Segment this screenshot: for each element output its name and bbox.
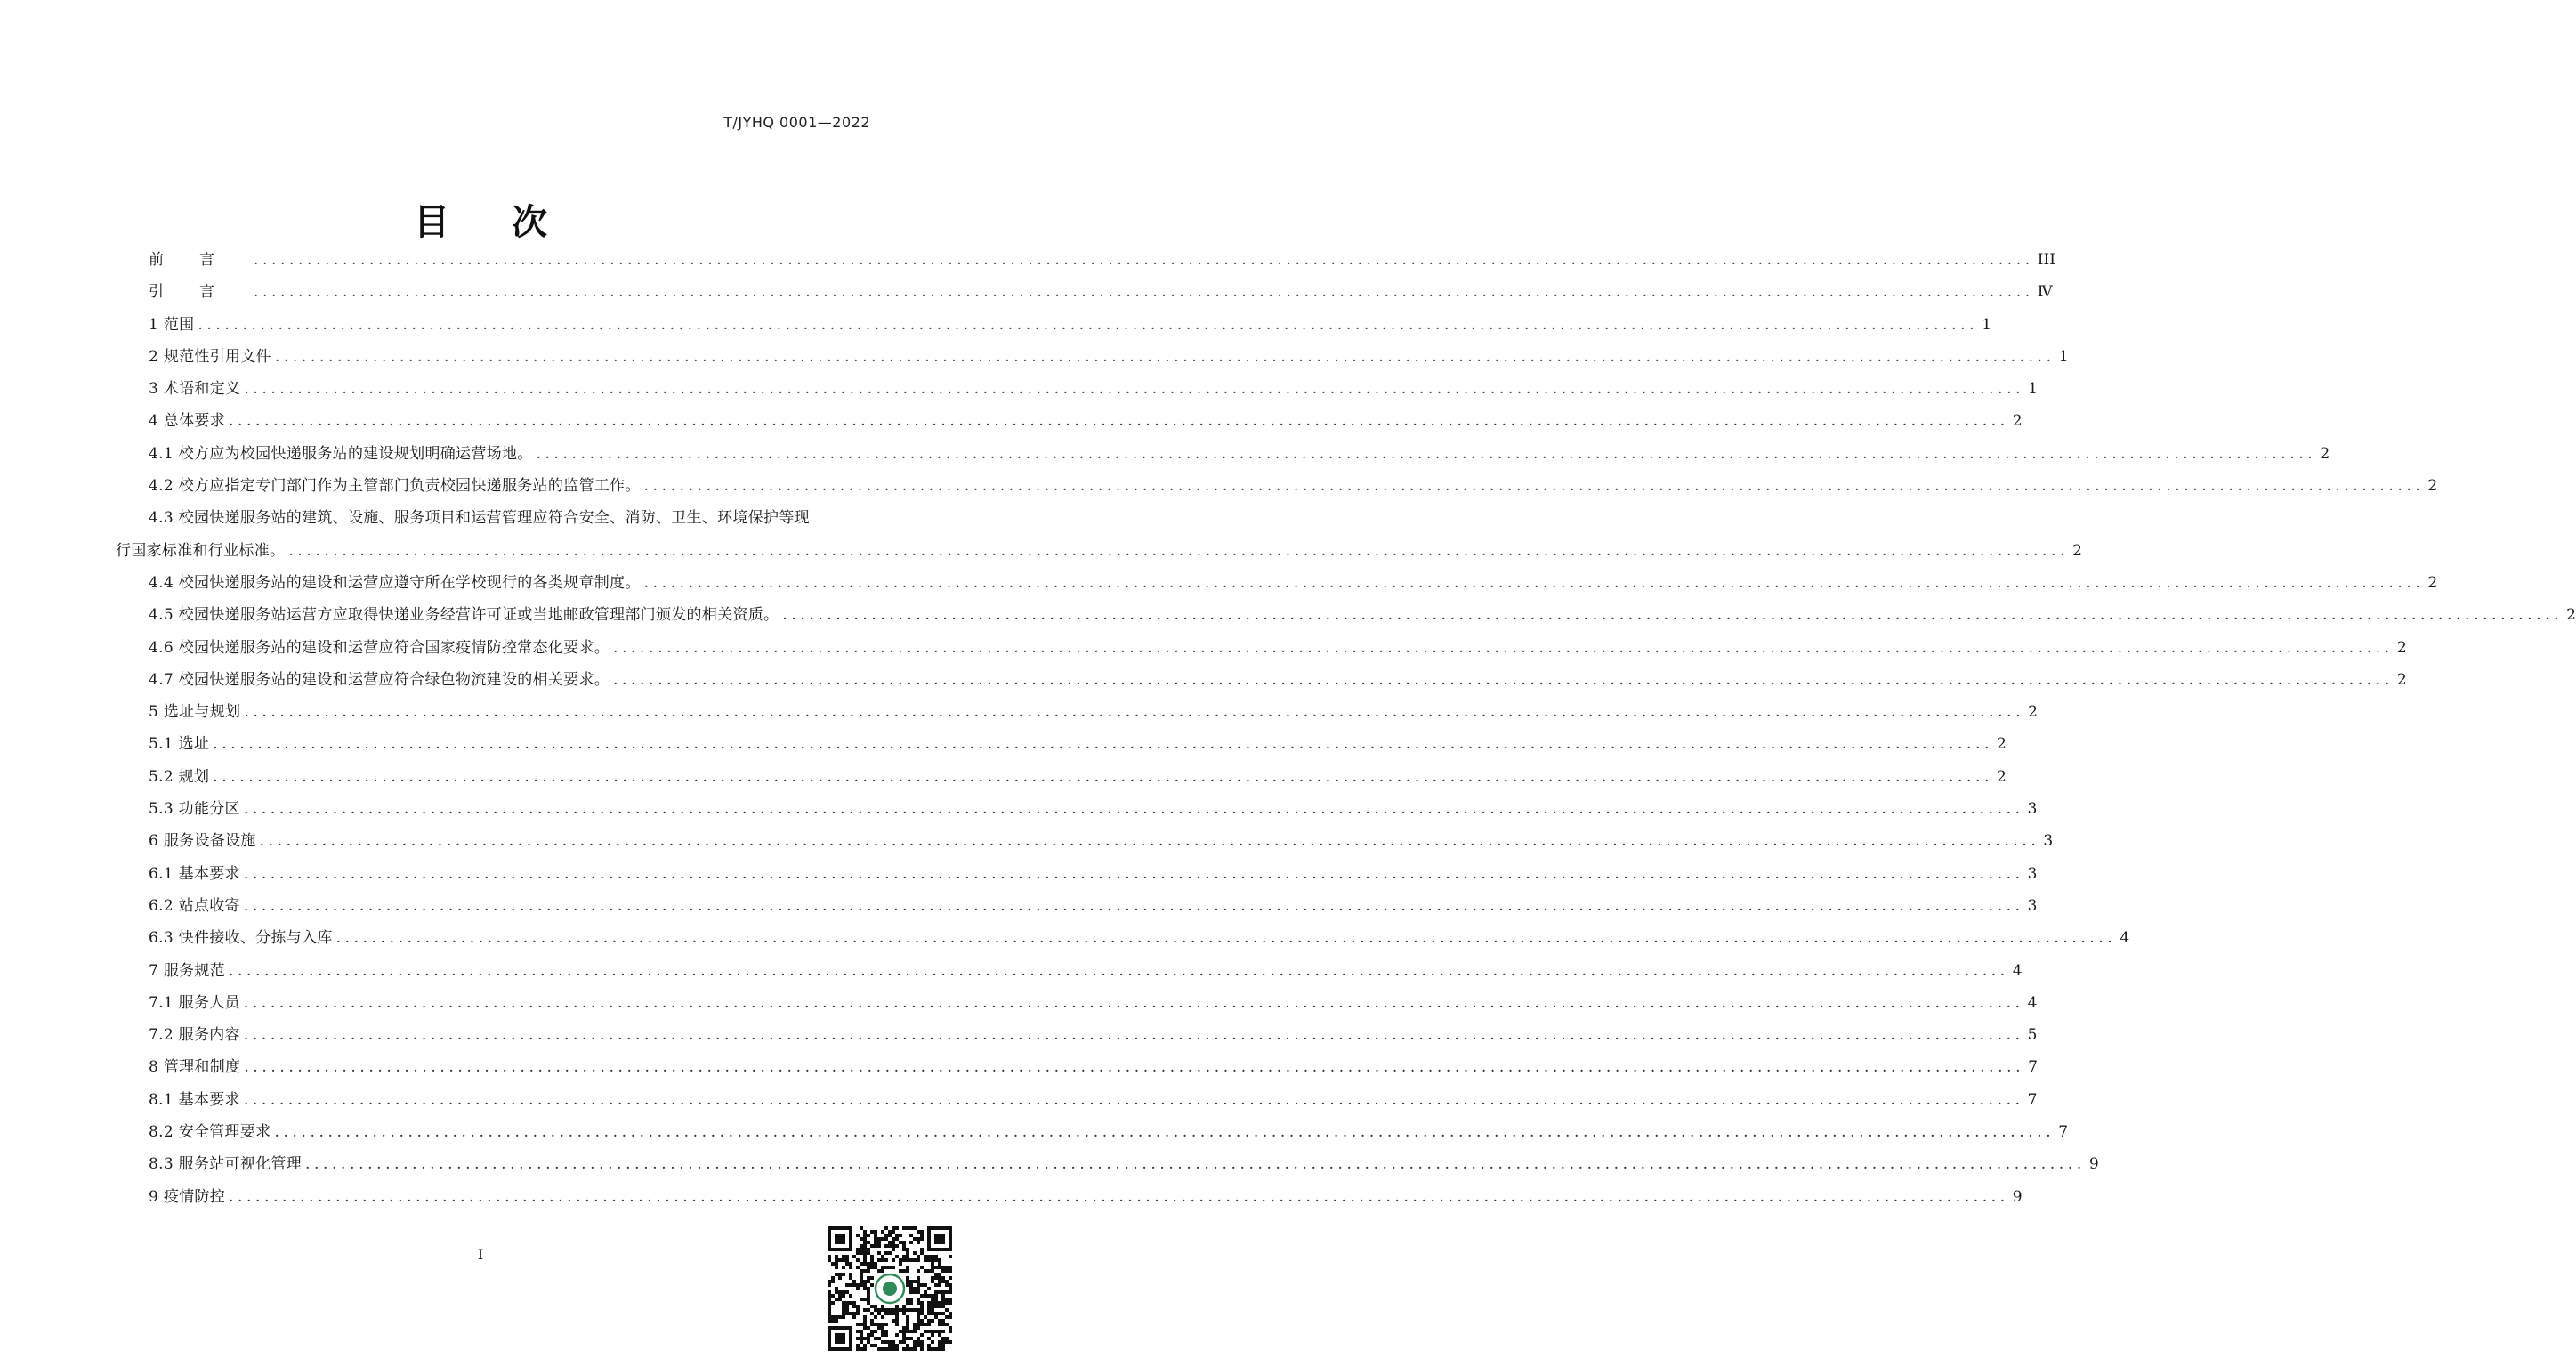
toc-page-number: 2 [1997, 767, 2007, 786]
toc-entry-title: 3 术语和定义 [149, 380, 241, 399]
toc-leader-dots: ........................................................................................................................................................................................................ [613, 670, 2394, 689]
toc-leader-dots: ........................................................................................................................................................................................................ [643, 573, 2425, 592]
toc-entry-title: 4.7 校园快递服务站的建设和运营应符合绿色物流建设的相关要求。 [149, 670, 610, 689]
toc-entry[interactable] [116, 955, 2023, 987]
toc-entry[interactable] [116, 405, 2023, 437]
toc-entry-title: 4.4 校园快递服务站的建设和运营应遵守所在学校现行的各类规章制度。 [149, 573, 641, 592]
toc-leader-dots: ........................................................................................................................................................................................................ [643, 477, 2425, 496]
toc-page-number: 5 [2027, 1026, 2038, 1045]
toc-page-number: 2 [2012, 412, 2023, 431]
toc-entry-title: 5.2 规划 [149, 767, 210, 786]
toc-entry[interactable] [116, 890, 2038, 922]
toc-entry[interactable] [116, 825, 2054, 857]
toc-entry-title: 1 范围 [149, 315, 195, 334]
toc-entry-title: 行国家标准和行业标准。 [116, 541, 286, 560]
toc-entry[interactable] [116, 470, 2438, 502]
toc-entry-title: 2 规范性引用文件 [149, 347, 271, 366]
toc-entry-title: 6.3 快件接收、分拣与入库 [149, 929, 333, 948]
toc-leader-dots: ........................................................................................................................................................................................................ [536, 444, 2317, 463]
table-of-contents [116, 244, 2576, 1213]
toc-page-number: 1 [1982, 315, 1992, 334]
toc-entry-title: 6.1 基本要求 [149, 864, 240, 883]
toc-entry[interactable] [116, 309, 1992, 341]
toc-entry[interactable] [116, 664, 2407, 696]
toc-leader-dots: ........................................................................................................................................................................................................ [305, 1155, 2086, 1174]
toc-entry[interactable] [116, 535, 2082, 567]
toc-page-number: 1 [2028, 380, 2038, 399]
toc-leader-dots: ........................................................................................................................................................................................................ [259, 832, 2040, 851]
toc-entry-title: 前言 [149, 251, 250, 269]
toc-entry-title: 引言 [149, 283, 250, 302]
toc-leader-dots: ........................................................................................................................................................................................................ [243, 1090, 2024, 1109]
page-title: 目次 [414, 202, 610, 243]
toc-entry-title: 5.3 功能分区 [149, 800, 240, 819]
toc-leader-dots: ........................................................................................................................................................................................................ [274, 1123, 2055, 1142]
page-number: I [477, 1246, 484, 1263]
toc-page-number: 7 [2028, 1058, 2038, 1077]
toc-entry[interactable] [116, 793, 2038, 825]
toc-entry[interactable] [116, 728, 2007, 760]
toc-leader-dots: ........................................................................................................................................................................................................ [213, 767, 1994, 786]
toc-page-number: 4 [2027, 993, 2038, 1012]
toc-entry[interactable] [116, 502, 870, 534]
toc-leader-dots: ........................................................................................................................................................................................................ [229, 1187, 2009, 1206]
toc-entry-title: 4.3 校园快递服务站的建筑、设施、服务项目和运营管理应符合安全、消防、卫生、环境保护等现 [149, 509, 810, 528]
toc-page-number: 2 [2427, 573, 2438, 592]
toc-leader-dots: ........................................................................................................................................................................................................ [213, 735, 1994, 754]
toc-entry[interactable] [116, 1116, 2069, 1148]
toc-entry-title: 7.1 服务人员 [149, 993, 240, 1012]
toc-page-number: 7 [2027, 1090, 2038, 1109]
toc-page-number: 3 [2027, 800, 2038, 819]
document-code: T/JYHQ 0001—2022 [723, 114, 870, 131]
toc-page-number: 9 [2088, 1155, 2099, 1174]
toc-page-number: 2 [2427, 477, 2438, 496]
toc-page-number: 3 [2043, 832, 2054, 851]
toc-entry[interactable] [116, 858, 2038, 890]
toc-leader-dots: ........................................................................................................................................................................................................ [243, 800, 2024, 819]
toc-entry[interactable] [116, 1181, 2023, 1213]
toc-entry[interactable] [116, 632, 2407, 664]
toc-entry[interactable] [116, 761, 2007, 793]
toc-page-number: 2 [2028, 703, 2038, 722]
toc-entry[interactable] [116, 1019, 2038, 1051]
toc-entry[interactable] [116, 1084, 2038, 1116]
toc-leader-dots: ........................................................................................................................................................................................................ [198, 315, 1979, 334]
toc-entry-title: 7.2 服务内容 [149, 1026, 240, 1045]
toc-entry[interactable] [116, 922, 2130, 954]
toc-entry-title: 8.1 基本要求 [149, 1090, 240, 1109]
toc-entry-title: 8.3 服务站可视化管理 [149, 1155, 303, 1174]
toc-entry[interactable] [116, 244, 2055, 276]
toc-page-number: 7 [2058, 1123, 2069, 1142]
toc-leader-dots: ........................................................................................................................................................................................................ [782, 606, 2564, 625]
toc-page-number: 4 [2120, 929, 2130, 948]
toc-leader-dots: ........................................................................................................................................................................................................ [243, 993, 2024, 1012]
toc-page-number: 9 [2012, 1187, 2023, 1206]
toc-entry[interactable] [116, 567, 2438, 599]
toc-entry[interactable] [116, 1051, 2038, 1083]
toc-page-number: 1 [2058, 347, 2069, 366]
qr-code-icon [828, 1226, 952, 1351]
toc-entry-title: 8.2 安全管理要求 [149, 1123, 271, 1142]
toc-entry-title: 6 服务设备设施 [149, 832, 256, 851]
toc-entry[interactable] [116, 438, 2330, 470]
toc-entry-title: 4.1 校方应为校园快递服务站的建设规划明确运营场地。 [149, 444, 533, 463]
toc-entry[interactable] [116, 341, 2069, 373]
toc-page-number: Ⅳ [2037, 283, 2053, 302]
toc-leader-dots: ........................................................................................................................................................................................................ [613, 638, 2394, 657]
toc-leader-dots: ........................................................................................................................................................................................................ [243, 864, 2024, 883]
toc-entry-title: 5.1 选址 [149, 735, 210, 754]
toc-leader-dots: ........................................................................................................................................................................................................ [229, 412, 2009, 431]
toc-entry-title: 4.2 校方应指定专门部门作为主管部门负责校园快递服务站的监管工作。 [149, 477, 641, 496]
toc-leader-dots: ........................................................................................................................................................................................................ [243, 1026, 2024, 1045]
toc-leader-dots: ........................................................................................................................................................................................................ [288, 541, 2070, 560]
toc-page-number: 2 [1997, 735, 2007, 754]
toc-leader-dots: ........................................................................................................................................................................................................ [335, 929, 2117, 948]
toc-entry[interactable] [116, 1148, 2099, 1180]
toc-page-number: 3 [2027, 864, 2038, 883]
toc-leader-dots: ........................................................................................................................................................................................................ [243, 896, 2024, 915]
toc-entry-title: 8 管理和制度 [149, 1058, 241, 1077]
toc-page-number: 2 [2072, 541, 2082, 560]
toc-leader-dots: ........................................................................................................................................................................................................ [254, 283, 2034, 302]
toc-entry-title: 4.6 校园快递服务站的建设和运营应符合国家疫情防控常态化要求。 [149, 638, 610, 657]
toc-leader-dots: ........................................................................................................................................................................................................ [229, 961, 2009, 980]
toc-entry[interactable] [116, 987, 2038, 1019]
toc-entry-title: 4 总体要求 [149, 412, 226, 431]
toc-page-number: 2 [2566, 606, 2576, 625]
toc-page-number: 2 [2396, 638, 2407, 657]
toc-entry[interactable] [116, 696, 2038, 728]
toc-leader-dots: ........................................................................................................................................................................................................ [274, 347, 2055, 366]
toc-entry[interactable] [116, 599, 2576, 631]
toc-leader-dots: ........................................................................................................................................................................................................ [254, 251, 2034, 269]
emblem-center [883, 1282, 897, 1296]
toc-entry-title: 6.2 站点收寄 [149, 896, 240, 915]
toc-page-number: 2 [2320, 444, 2330, 463]
toc-entry[interactable] [116, 276, 2053, 308]
toc-leader-dots: ........................................................................................................................................................................................................ [244, 380, 2025, 399]
toc-entry-title: 9 疫情防控 [149, 1187, 226, 1206]
toc-entry-title: 4.5 校园快递服务站运营方应取得快递业务经营许可证或当地邮政管理部门颁发的相关资质。 [149, 606, 779, 625]
toc-leader-dots: ........................................................................................................................................................................................................ [244, 703, 2025, 722]
toc-page-number: 4 [2012, 961, 2023, 980]
toc-entry-title: 7 服务规范 [149, 961, 226, 980]
toc-entry[interactable] [116, 373, 2038, 405]
toc-entry-title: 5 选址与规划 [149, 703, 241, 722]
toc-leader-dots: ........................................................................................................................................................................................................ [244, 1058, 2025, 1077]
toc-page-number: III [2037, 251, 2055, 269]
toc-page-number: 3 [2027, 896, 2038, 915]
toc-page-number: 2 [2396, 670, 2407, 689]
